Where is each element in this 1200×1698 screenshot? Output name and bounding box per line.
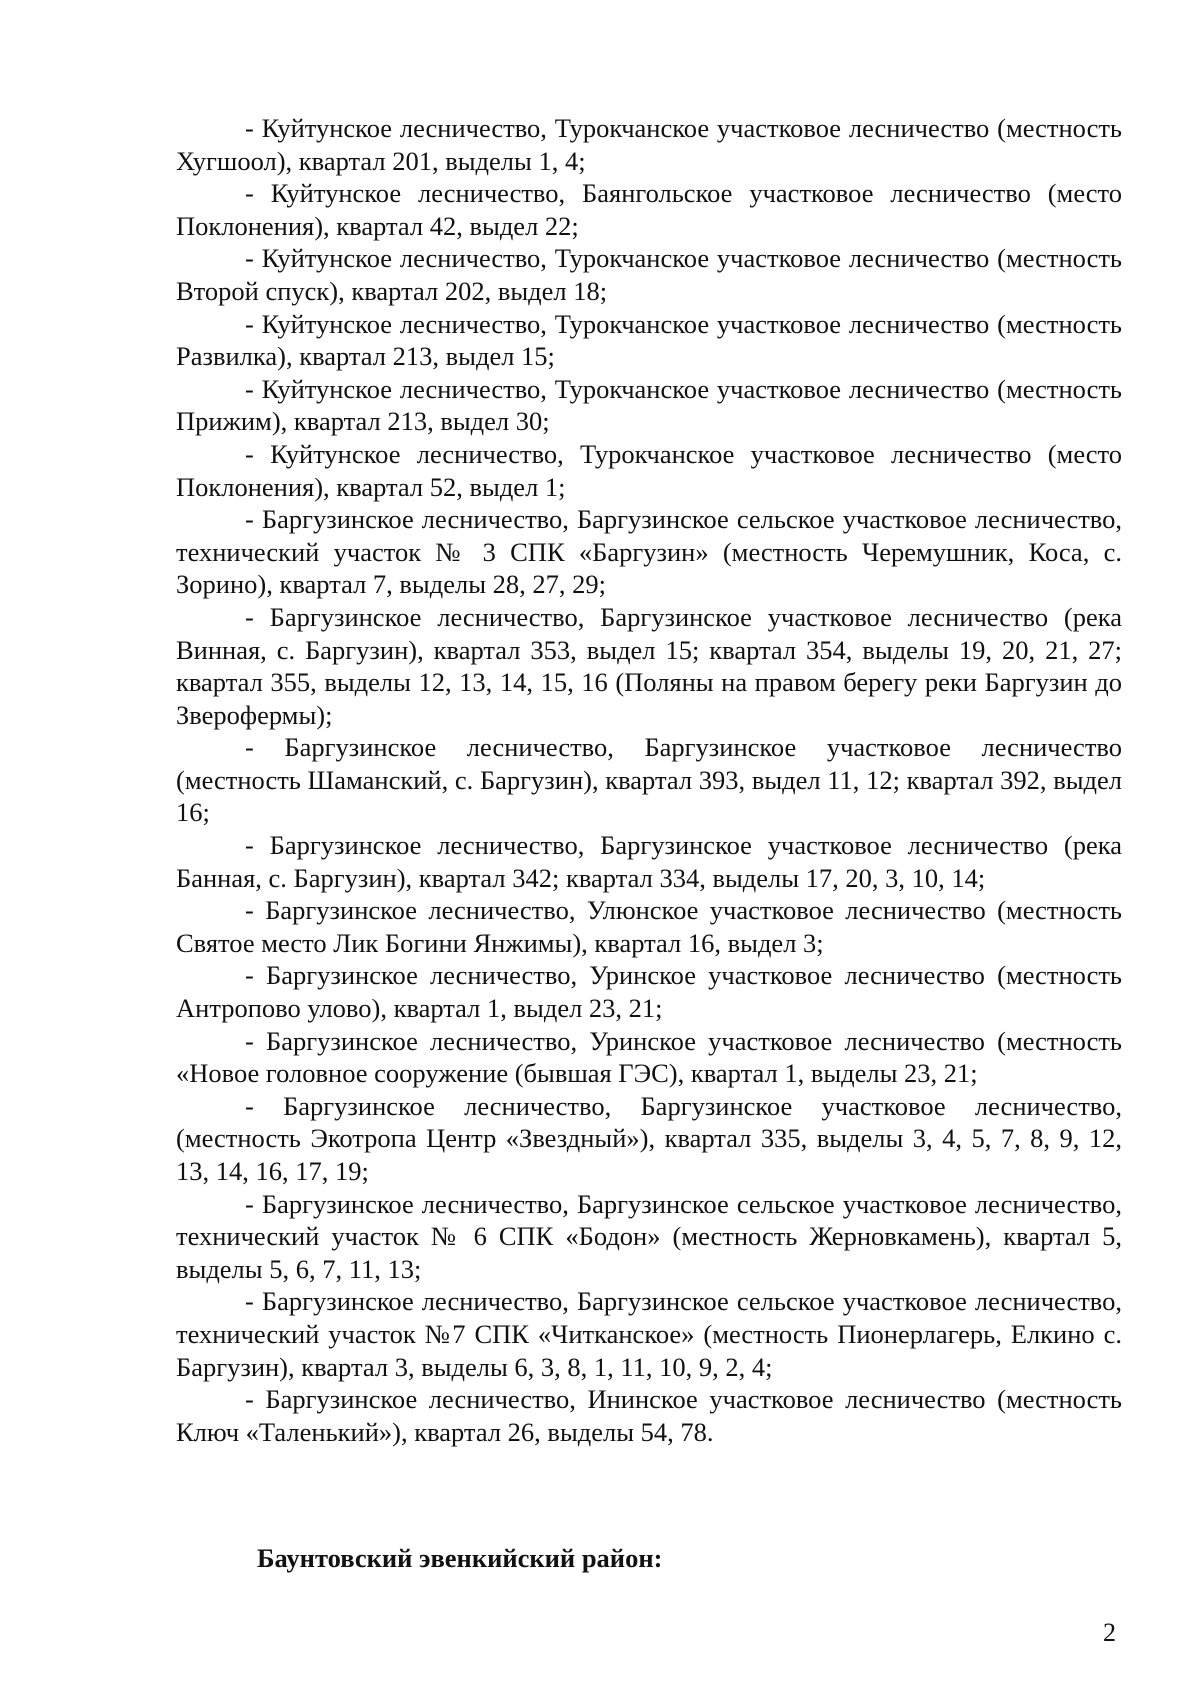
paragraph-12: - Баргузинское лесничество, Уринское участковое лесничество (местность Антропово улово), квартал 1, выдел 23, 21; [176, 960, 1122, 1024]
paragraph-9: - Баргузинское лесничество, Баргузинское участковое лесничество (местность Шаманский, с. Баргузин), квартал 393, выдел 11, 12; квартал 392, выдел 16; [176, 732, 1122, 828]
paragraph-2: - Куйтунское лесничество, Баянгольское участковое лесничество (место Поклонения), квартал 42, выдел 22; [176, 178, 1122, 241]
paragraph-5: - Куйтунское лесничество, Турокчанское участковое лесничество (местность Прижим), квартал 213, выдел 30; [176, 373, 1122, 437]
paragraph-13: - Баргузинское лесничество, Уринское участковое лесничество (местность «Новое головное сооружение (бывшая ГЭС), квартал 1, выделы 23, 21; [176, 1025, 1122, 1089]
paragraph-15: - Баргузинское лесничество, Баргузинское сельское участковое лесничество, технический участок № 6 СПК «Бодон» (местность Жерновкамень), квартал 5, выделы 5, 6, 7, 11, 13; [176, 1188, 1122, 1284]
paragraph-7: - Баргузинское лесничество, Баргузинское сельское участковое лесничество, технический участок № 3 СПК «Баргузин» (местность Черемушник, Коса, с. Зорино), квартал 7, выделы 28, 27, 29; [176, 504, 1122, 600]
paragraph-16: - Баргузинское лесничество, Баргузинское сельское участковое лесничество, технический участок №7 СПК «Читканское» (местность Пионерлагерь, Елкино с. Баргузин), квартал 3, выделы 6, 3, 8, 1, 11, 10, 9, 2, 4; [176, 1286, 1122, 1382]
paragraph-1: - Куйтунское лесничество, Турокчанское участковое лесничество (местность Хугшоол), квартал 201, выделы 1, 4; [176, 113, 1122, 176]
section-heading: Баунтовский эвенкийский район: [257, 1543, 663, 1573]
paragraph-10: - Баргузинское лесничество, Баргузинское участковое лесничество (река Банная, с. Баргузин), квартал 342; квартал 334, выделы 17, 20, 3, 10, 14; [176, 830, 1122, 893]
page-number: 2 [1103, 1618, 1116, 1647]
paragraph-14: - Баргузинское лесничество, Баргузинское участковое лесничество, (местность Экотропа Центр «Звездный»), квартал 335, выделы 3, 4, 5, 7, 8, 9, 12, 13, 14, 16, 17, 19; [176, 1090, 1122, 1186]
paragraph-8: - Баргузинское лесничество, Баргузинское участковое лесничество (река Винная, с. Баргузин), квартал 353, выдел 15; квартал 354, выделы 19, 20, 21, 27; квартал 355, выделы 12, 13, 14, 15, 16 (Поляны на правом берегу реки Баргузин до Зверофермы); [176, 601, 1122, 730]
paragraph-4: - Куйтунское лесничество, Турокчанское участковое лесничество (местность Развилка), квартал 213, выдел 15; [176, 308, 1122, 372]
paragraph-3: - Куйтунское лесничество, Турокчанское участковое лесничество (местность Второй спуск), квартал 202, выдел 18; [176, 243, 1122, 306]
paragraph-17: - Баргузинское лесничество, Ининское участковое лесничество (местность Ключ «Таленький»), квартал 26, выделы 54, 78. [176, 1384, 1122, 1447]
document-body [176, 112, 1122, 1448]
paragraph-6: - Куйтунское лесничество, Турокчанское участковое лесничество (место Поклонения), квартал 52, выдел 1; [176, 438, 1122, 502]
paragraph-11: - Баргузинское лесничество, Улюнское участковое лесничество (местность Святое место Лик Богини Янжимы), квартал 16, выдел 3; [176, 895, 1122, 958]
